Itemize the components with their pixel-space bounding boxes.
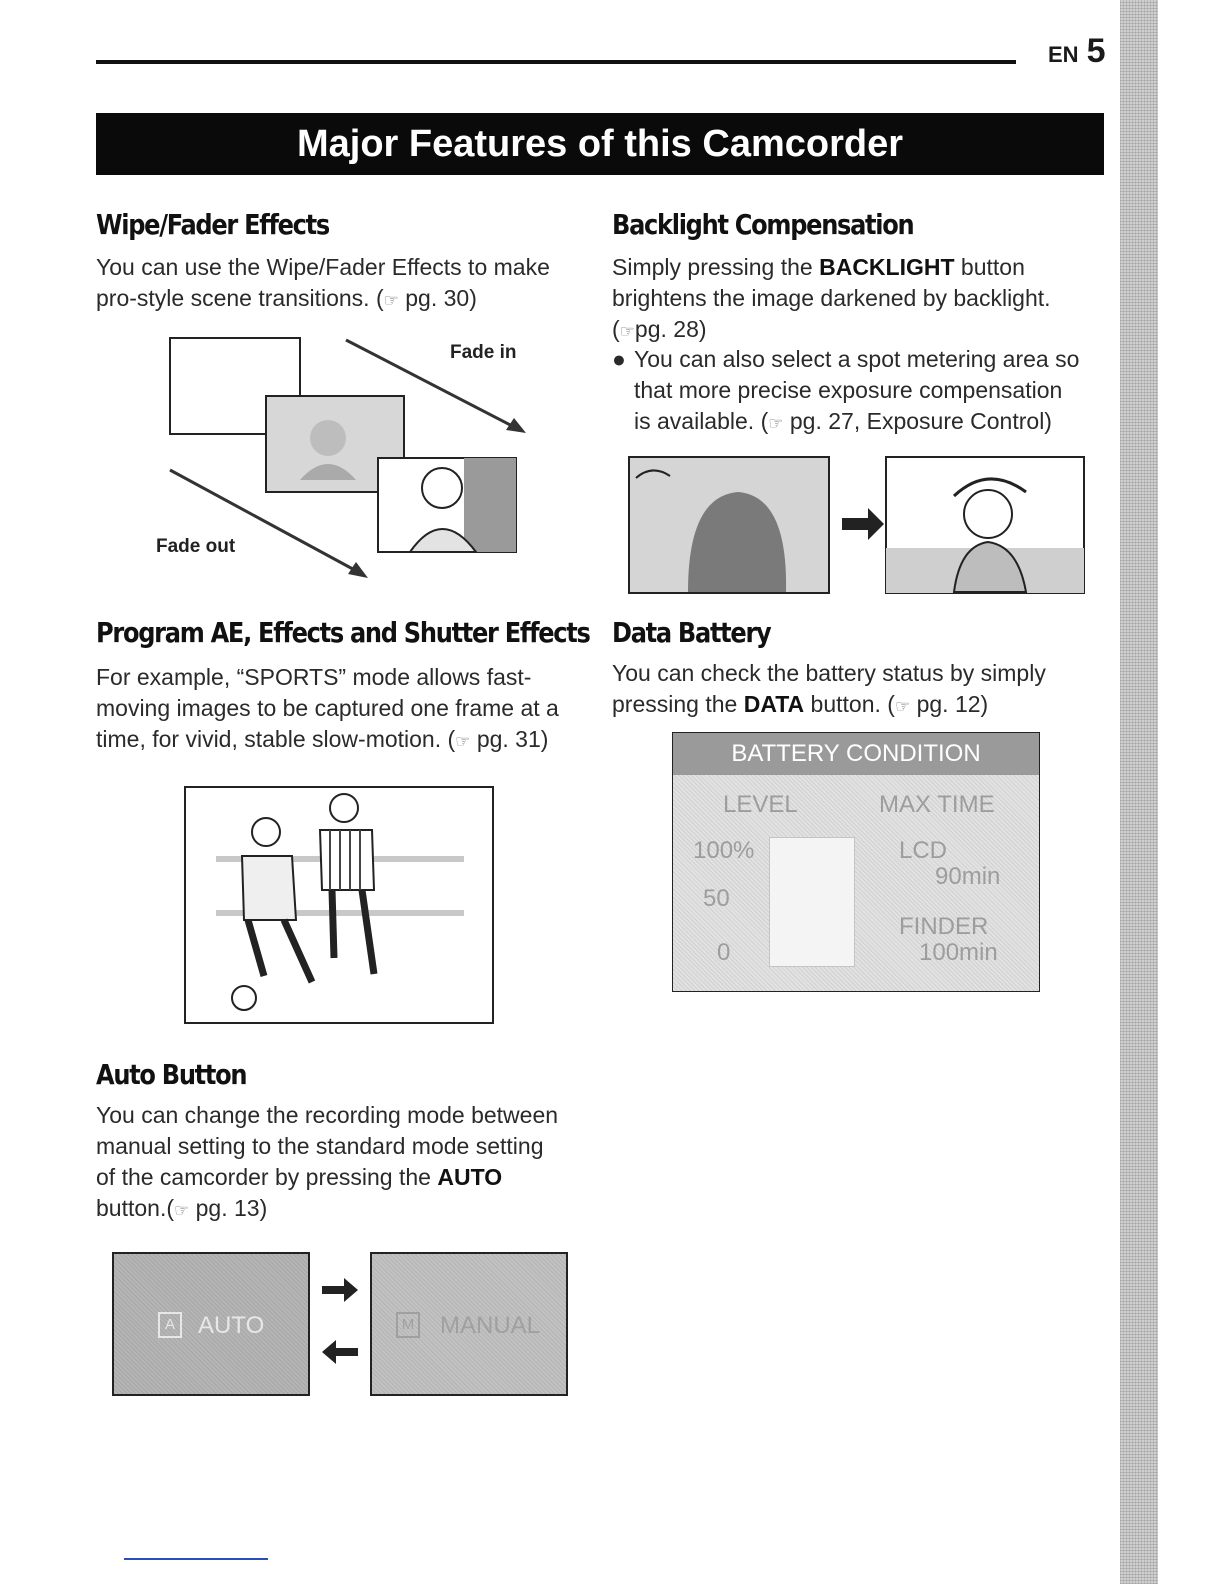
backlight-bullet-line-3-text: is available. ( bbox=[634, 408, 769, 434]
fade-illustration bbox=[140, 330, 560, 590]
fade-out-arrowhead bbox=[348, 562, 368, 578]
page-number bbox=[1048, 32, 1105, 71]
program-text bbox=[96, 662, 596, 757]
wipe-line-2 bbox=[96, 283, 596, 316]
finder-time: 100min bbox=[919, 939, 998, 966]
arrow-left-icon bbox=[322, 1340, 358, 1364]
program-heading: Program AE, Effects and Shutter Effects bbox=[96, 616, 590, 649]
auto-mode-screen bbox=[112, 1252, 310, 1396]
backlight-line-3 bbox=[612, 314, 1112, 347]
level-50: 50 bbox=[703, 885, 730, 912]
backlight-bullet-line-2: that more precise exposure compensation bbox=[634, 377, 1063, 403]
backlight-bullet bbox=[612, 344, 1114, 439]
wipe-heading: Wipe/Fader Effects bbox=[96, 208, 329, 241]
pointing-hand-icon: ☞ bbox=[768, 414, 784, 433]
front-frame-shade bbox=[464, 458, 516, 552]
backlight-bold: BACKLIGHT bbox=[819, 254, 955, 280]
battery-text bbox=[612, 658, 1112, 722]
fade-out-label: Fade out bbox=[156, 536, 236, 557]
header-rule bbox=[96, 60, 1016, 64]
auto-ref: pg. 13) bbox=[195, 1195, 268, 1221]
pointing-hand-icon: ☞ bbox=[455, 732, 471, 751]
lcd-time: 90min bbox=[935, 863, 1001, 890]
arrow-right-icon bbox=[322, 1278, 358, 1302]
lcd-label: LCD bbox=[899, 837, 948, 864]
auto-mode-label: AUTO bbox=[198, 1312, 265, 1339]
battery-line-2b: button. ( bbox=[804, 691, 895, 717]
language-code: EN bbox=[1048, 42, 1079, 67]
program-line-3 bbox=[96, 724, 596, 757]
auto-line-1: You can change the recording mode between bbox=[96, 1102, 559, 1128]
level-0: 0 bbox=[717, 939, 731, 966]
auto-text bbox=[96, 1100, 596, 1226]
backlight-bullet-ref: pg. 27, Exposure Control) bbox=[789, 408, 1052, 434]
backlight-heading: Backlight Compensation bbox=[612, 208, 914, 241]
player-2-shirt bbox=[320, 830, 374, 890]
wipe-text bbox=[96, 252, 596, 316]
backlight-line-3a: ( bbox=[612, 316, 620, 342]
manual-mode-icon: M bbox=[396, 1312, 420, 1338]
page-edge-strip bbox=[1120, 0, 1158, 1584]
fade-in-arrowhead bbox=[506, 418, 526, 433]
level-label: LEVEL bbox=[723, 791, 798, 818]
player-1-shirt bbox=[242, 856, 296, 920]
program-line-2: moving images to be captured one frame at a bbox=[96, 695, 559, 721]
auto-line-3 bbox=[96, 1162, 596, 1193]
sports-frame bbox=[185, 787, 493, 1023]
program-line-1: For example, “SPORTS” mode allows fast- bbox=[96, 664, 532, 690]
battery-line-2 bbox=[612, 689, 1112, 722]
battery-line-1: You can check the battery status by simply bbox=[612, 660, 1046, 686]
mode-arrows bbox=[318, 1270, 362, 1380]
pointing-hand-icon: ☞ bbox=[619, 322, 635, 341]
arrow-right-icon bbox=[842, 508, 884, 540]
middle-figure-head bbox=[310, 420, 346, 456]
backlight-line-1a: Simply pressing the bbox=[612, 254, 820, 280]
auto-mode-icon: A bbox=[158, 1312, 182, 1338]
backlight-illustration bbox=[628, 456, 1088, 596]
battery-condition-title: BATTERY CONDITION bbox=[673, 733, 1039, 775]
fade-in-label: Fade in bbox=[450, 342, 517, 363]
backlight-bullet-line-3 bbox=[634, 406, 1114, 439]
program-line-3-text: time, for vivid, stable slow-motion. ( bbox=[96, 726, 456, 752]
battery-line-2a: pressing the bbox=[612, 691, 744, 717]
battery-heading: Data Battery bbox=[612, 616, 771, 649]
wipe-ref: pg. 30) bbox=[405, 285, 477, 311]
backlight-bullet-line-1: You can also select a spot metering area so bbox=[634, 346, 1080, 372]
program-ref: pg. 31) bbox=[476, 726, 549, 752]
player-1-head bbox=[252, 818, 280, 846]
backlight-text bbox=[612, 252, 1112, 347]
backlight-ref: pg. 28) bbox=[634, 316, 707, 342]
manual-mode-label: MANUAL bbox=[440, 1312, 541, 1339]
compensated-figure-head bbox=[964, 490, 1012, 538]
battery-bold: DATA bbox=[743, 691, 805, 717]
backlight-line-2: brightens the image darkened by backlight. bbox=[612, 285, 1051, 311]
soccer-ball bbox=[232, 986, 256, 1010]
auto-line-4-text: button.( bbox=[96, 1195, 174, 1221]
max-time-label: MAX TIME bbox=[879, 791, 995, 818]
pointing-hand-icon: ☞ bbox=[383, 291, 399, 310]
battery-level-gauge bbox=[769, 837, 855, 967]
footer-rule bbox=[124, 1558, 268, 1560]
level-100: 100% bbox=[693, 837, 755, 864]
wipe-line-1: You can use the Wipe/Fader Effects to make bbox=[96, 254, 550, 280]
battery-condition-screen bbox=[672, 732, 1040, 992]
auto-heading: Auto Button bbox=[96, 1058, 247, 1091]
page-title: Major Features of this Camcorder bbox=[96, 113, 1104, 175]
auto-bold: AUTO bbox=[437, 1164, 503, 1190]
backlight-line-1 bbox=[612, 252, 1112, 283]
finder-label: FINDER bbox=[899, 913, 989, 940]
sports-illustration bbox=[184, 786, 494, 1024]
battery-ref: pg. 12) bbox=[916, 691, 989, 717]
manual-mode-screen bbox=[370, 1252, 568, 1396]
bullet-dot: ● bbox=[612, 346, 626, 372]
wipe-line-2-text: pro-style scene transitions. ( bbox=[96, 285, 384, 311]
backlight-line-1b: button bbox=[954, 254, 1025, 280]
auto-line-4 bbox=[96, 1193, 596, 1226]
pointing-hand-icon: ☞ bbox=[894, 697, 911, 716]
auto-line-2: manual setting to the standard mode setting bbox=[96, 1133, 544, 1159]
front-figure-head bbox=[422, 468, 462, 508]
player-2-head bbox=[330, 794, 358, 822]
pointing-hand-icon: ☞ bbox=[174, 1201, 190, 1220]
page-number-value: 5 bbox=[1086, 32, 1106, 70]
auto-line-3-text: of the camcorder by pressing the bbox=[96, 1164, 438, 1190]
